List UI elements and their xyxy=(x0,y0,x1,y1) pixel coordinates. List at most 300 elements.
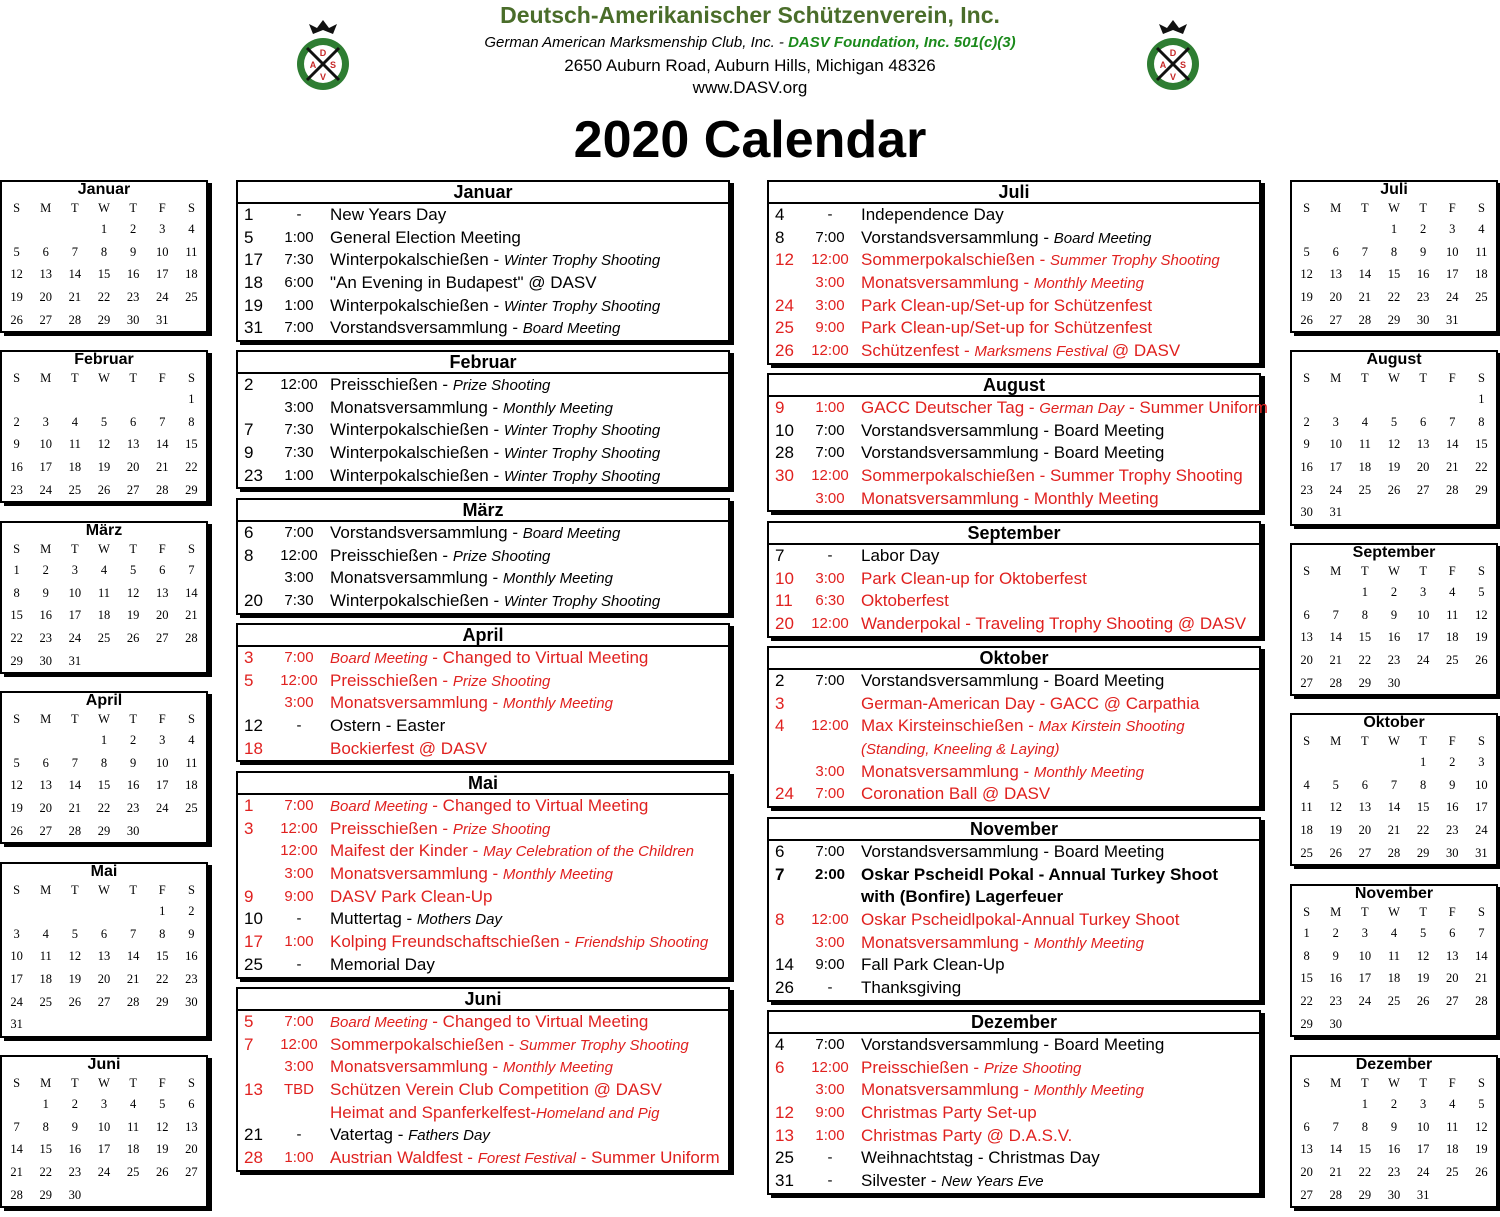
day-cell: 9 xyxy=(1303,437,1310,452)
event-description xyxy=(330,590,660,614)
day-cell: 24 xyxy=(1416,652,1430,667)
weekday-label: T xyxy=(1419,563,1427,578)
event-description xyxy=(861,932,1144,956)
day-cell: 19 xyxy=(1387,459,1401,474)
event-row xyxy=(238,1079,728,1102)
club-website[interactable]: www.DASV.org xyxy=(692,78,808,97)
week-row xyxy=(2,411,206,434)
day-cell: 4 xyxy=(1449,1096,1456,1111)
day-cell xyxy=(1409,672,1438,695)
day-cell xyxy=(1438,388,1467,411)
event-time: 7:00 xyxy=(815,444,845,462)
event-date: 24 xyxy=(775,295,794,315)
event-date: 28 xyxy=(775,443,794,463)
day-cell: 3 xyxy=(71,562,78,577)
day-cell: 28 xyxy=(68,823,82,838)
event-name-de: Monatsversammlung - xyxy=(330,864,503,884)
day-cell: 31 xyxy=(68,653,82,668)
event-description xyxy=(861,1147,1100,1170)
event-description xyxy=(861,397,1268,421)
mini-calendar-title: November xyxy=(1354,885,1434,902)
event-row xyxy=(769,272,1259,295)
event-note: - Summer Uniform xyxy=(576,1148,720,1168)
weekday-label: S xyxy=(1477,200,1485,215)
event-description xyxy=(861,545,939,568)
mini-calendar-grid xyxy=(1292,368,1496,524)
day-cell: 18 xyxy=(1387,971,1401,986)
day-cell: 17 xyxy=(39,459,52,474)
event-description xyxy=(330,1124,490,1148)
weekday-header-row xyxy=(1292,902,1496,922)
day-cell: 19 xyxy=(1416,971,1430,986)
event-name-de: Ostern - Easter xyxy=(330,716,446,736)
day-cell xyxy=(31,1013,60,1036)
day-cell: 4 xyxy=(1303,777,1310,792)
event-list-title: Mai xyxy=(238,773,728,795)
weekday-label: T xyxy=(71,882,79,897)
mini-calendar-grid xyxy=(1292,731,1496,864)
week-row xyxy=(1292,581,1496,604)
event-name-de: Oskar Pscheidlpokal-Annual Turkey Shoot xyxy=(861,910,1180,930)
day-cell: 31 xyxy=(10,1017,23,1032)
event-name-de: General Election Meeting xyxy=(330,227,521,247)
event-row xyxy=(769,738,1259,761)
day-cell xyxy=(1379,501,1408,524)
weekday-label: T xyxy=(71,711,79,726)
event-name-de: Schützenfest - xyxy=(861,341,975,361)
day-cell: 9 xyxy=(13,437,20,452)
day-cell: 25 xyxy=(1358,482,1372,497)
event-date: 31 xyxy=(775,1171,794,1191)
day-cell: 9 xyxy=(1420,244,1427,259)
weekday-label: T xyxy=(129,200,137,215)
event-list-title: Dezember xyxy=(769,1012,1259,1034)
weekday-label: W xyxy=(1388,200,1400,215)
day-cell xyxy=(31,900,60,923)
event-date: 25 xyxy=(775,318,794,338)
event-name-en: Board Meeting xyxy=(1053,229,1152,247)
day-cell: 13 xyxy=(39,267,52,282)
day-cell: 30 xyxy=(126,823,140,838)
day-cell: 16 xyxy=(1416,267,1430,282)
day-cell: 19 xyxy=(10,800,23,815)
event-name-de: Sommerpokalschießen - Summer Trophy Shooting xyxy=(861,466,1243,486)
event-date: 8 xyxy=(244,545,254,565)
mini-calendar-title: Februar xyxy=(74,351,134,368)
day-cell: 21 xyxy=(1387,822,1401,837)
week-row xyxy=(2,797,206,820)
day-cell xyxy=(1292,388,1321,411)
event-time: 3:00 xyxy=(815,489,845,507)
event-time: 9:00 xyxy=(815,1104,845,1122)
day-cell: 15 xyxy=(97,267,111,282)
event-description xyxy=(330,397,613,421)
day-cell: 7 xyxy=(1332,1119,1339,1134)
day-cell xyxy=(1467,501,1496,524)
page-header xyxy=(0,0,1500,175)
week-row xyxy=(2,991,206,1014)
day-cell: 29 xyxy=(156,994,169,1009)
event-name-en: Friendship Shooting xyxy=(574,934,709,952)
weekday-label: S xyxy=(187,711,195,726)
week-row xyxy=(2,1138,206,1161)
week-row xyxy=(1292,309,1496,332)
day-cell: 23 xyxy=(126,289,140,304)
event-description xyxy=(861,761,1144,785)
event-name-de: Vorstandsversammlung - Board Meeting xyxy=(861,1035,1165,1054)
event-name-en: Winter Trophy Shooting xyxy=(503,467,661,485)
event-date: 20 xyxy=(244,591,263,611)
event-description xyxy=(330,227,521,250)
event-date: 10 xyxy=(775,568,794,588)
mini-calendar-märz xyxy=(0,521,208,674)
week-row xyxy=(1292,604,1496,627)
day-cell: 8 xyxy=(1478,414,1485,429)
day-cell: 26 xyxy=(1475,1164,1488,1179)
event-date: 10 xyxy=(244,909,263,929)
event-time: 1:00 xyxy=(284,228,314,246)
week-row xyxy=(1292,774,1496,797)
day-cell: 11 xyxy=(1446,1119,1459,1134)
day-cell: 11 xyxy=(185,244,198,259)
weekday-label: W xyxy=(98,882,110,897)
weekday-label: F xyxy=(158,882,166,897)
event-name-en: Prize Shooting xyxy=(452,820,551,838)
day-cell: 2 xyxy=(130,221,137,236)
day-cell: 29 xyxy=(1416,845,1430,860)
event-name-de: Coronation Ball @ DASV xyxy=(861,784,1051,804)
event-date: 12 xyxy=(775,250,794,270)
day-cell: 18 xyxy=(185,778,198,793)
day-cell: 24 xyxy=(1329,482,1342,497)
day-cell: 29 xyxy=(10,653,23,668)
day-cell: 21 xyxy=(126,971,140,986)
event-description xyxy=(330,908,502,932)
weekday-label: S xyxy=(13,1075,21,1090)
event-row xyxy=(769,590,1259,613)
event-description xyxy=(330,1011,648,1035)
day-cell: 17 xyxy=(1358,971,1372,986)
weekday-label: S xyxy=(1303,1075,1311,1090)
weekday-header-row xyxy=(2,368,206,388)
event-row xyxy=(769,442,1259,465)
day-cell: 6 xyxy=(188,1096,195,1111)
event-name-de: Labor Day xyxy=(861,546,940,565)
day-cell xyxy=(1438,1013,1467,1036)
weekday-label: T xyxy=(129,541,137,556)
day-cell: 24 xyxy=(1475,822,1488,837)
day-cell xyxy=(1467,1013,1496,1036)
weekday-label: M xyxy=(40,370,52,385)
event-name-en: Prize Shooting xyxy=(452,672,551,690)
event-time: 6:30 xyxy=(815,592,845,610)
event-time: 3:00 xyxy=(815,1081,845,1099)
weekday-label: S xyxy=(1477,370,1485,385)
day-cell: 7 xyxy=(130,926,137,941)
event-list-februar xyxy=(236,350,730,489)
week-row xyxy=(1292,1161,1496,1184)
day-cell: 15 xyxy=(10,608,23,623)
week-row xyxy=(2,582,206,605)
day-cell xyxy=(148,1013,177,1036)
weekday-label: T xyxy=(1361,1075,1369,1090)
day-cell: 31 xyxy=(1475,845,1488,860)
day-cell: 13 xyxy=(1446,948,1459,963)
weekday-label: W xyxy=(98,541,110,556)
mini-calendar-grid xyxy=(1292,561,1496,694)
week-row xyxy=(1292,218,1496,241)
day-cell: 16 xyxy=(1387,1142,1401,1157)
week-row xyxy=(2,286,206,309)
event-time: 12:00 xyxy=(811,717,849,735)
event-date: 8 xyxy=(775,227,785,247)
event-name-en: Monthly Meeting xyxy=(502,399,613,417)
event-time: 12:00 xyxy=(280,376,318,393)
day-cell: 18 xyxy=(185,267,198,282)
event-row xyxy=(769,613,1259,636)
mini-calendar-title: August xyxy=(1366,351,1422,368)
event-name-de: Winterpokalschießen - xyxy=(330,443,504,463)
day-cell: 1 xyxy=(1478,391,1485,406)
svg-text:V: V xyxy=(1169,72,1177,82)
event-row xyxy=(769,1125,1259,1148)
day-cell: 20 xyxy=(1300,1164,1313,1179)
day-cell: 8 xyxy=(100,244,108,259)
event-name-en: New Years Eve xyxy=(941,1173,1044,1191)
day-cell: 23 xyxy=(68,1164,82,1179)
day-cell: 10 xyxy=(156,244,169,259)
mini-calendar-oktober xyxy=(1290,713,1498,866)
day-cell: 12 xyxy=(1475,607,1488,622)
day-cell: 5 xyxy=(130,562,137,577)
day-cell: 2 xyxy=(188,903,195,918)
event-name-en: Prize Shooting xyxy=(452,377,551,394)
day-cell xyxy=(1379,751,1408,774)
day-cell: 19 xyxy=(1475,630,1488,645)
weekday-label: T xyxy=(71,200,79,215)
weekday-label: T xyxy=(1419,200,1427,215)
day-cell xyxy=(1350,501,1379,524)
event-row xyxy=(238,795,728,818)
event-row xyxy=(238,227,728,250)
day-cell: 3 xyxy=(13,926,20,941)
event-list-august xyxy=(767,373,1268,512)
day-cell: 16 xyxy=(1300,459,1313,474)
weekday-label: M xyxy=(1330,733,1342,748)
day-cell: 27 xyxy=(1446,993,1459,1008)
event-name-de: Fall Park Clean-Up xyxy=(861,955,1005,975)
day-cell: 8 xyxy=(100,755,108,770)
week-row xyxy=(1292,967,1496,990)
event-name-de: Winterpokalschießen - xyxy=(330,250,504,270)
week-row xyxy=(2,559,206,582)
day-cell: 24 xyxy=(1358,993,1372,1008)
event-name-en: Summer Trophy Shooting xyxy=(1049,252,1220,270)
weekday-label: F xyxy=(158,711,166,726)
event-list-title: September xyxy=(769,523,1259,545)
event-name-en: Forest Festival xyxy=(477,1150,577,1168)
day-cell: 22 xyxy=(1300,993,1313,1008)
event-date: 9 xyxy=(244,443,254,463)
day-cell: 20 xyxy=(39,800,52,815)
day-cell: 24 xyxy=(156,289,169,304)
event-time: 3:00 xyxy=(815,296,845,314)
week-row xyxy=(2,1093,206,1116)
week-row xyxy=(2,923,206,946)
event-list-september xyxy=(767,521,1261,638)
event-description xyxy=(861,227,1151,251)
day-cell: 20 xyxy=(1300,652,1313,667)
day-cell: 27 xyxy=(156,630,169,645)
week-row xyxy=(2,218,206,241)
day-cell: 13 xyxy=(97,949,111,964)
event-row xyxy=(769,340,1259,363)
mini-calendar-mai xyxy=(0,862,208,1038)
day-cell: 9 xyxy=(1390,607,1398,622)
weekday-label: M xyxy=(40,541,52,556)
event-row xyxy=(769,545,1259,568)
day-cell: 9 xyxy=(188,926,195,941)
event-name-de: DASV Park Clean-Up xyxy=(330,886,493,906)
weekday-label: F xyxy=(1448,1075,1456,1090)
weekday-label: T xyxy=(1361,370,1369,385)
event-date: 10 xyxy=(775,420,794,440)
event-name-en: Board Meeting xyxy=(522,320,621,338)
day-cell: 2 xyxy=(1449,754,1456,769)
day-cell: 25 xyxy=(185,800,198,815)
day-cell xyxy=(89,900,118,923)
weekday-header-row xyxy=(1292,1073,1496,1093)
mini-calendar-grid xyxy=(1292,1073,1496,1206)
event-row xyxy=(769,1079,1259,1102)
day-cell xyxy=(1379,388,1408,411)
weekday-label: W xyxy=(1388,733,1400,748)
event-time: - xyxy=(296,910,302,928)
event-name-de: with (Bonfire) Lagerfeuer xyxy=(861,887,1064,907)
day-cell: 16 xyxy=(126,778,140,793)
event-date: 26 xyxy=(775,341,794,361)
event-name-de: Preisschießen - xyxy=(330,545,453,565)
day-cell: 24 xyxy=(1416,1164,1430,1179)
week-row xyxy=(2,729,206,752)
day-cell: 20 xyxy=(1329,289,1342,304)
day-cell: 14 xyxy=(68,778,82,793)
weekday-header-row xyxy=(2,880,206,900)
mini-calendar-januar xyxy=(0,180,208,333)
day-cell: 30 xyxy=(1416,312,1430,327)
club-subtitle-left: German American Marksmenship Club, Inc. - xyxy=(484,34,789,51)
day-cell xyxy=(1409,501,1438,524)
day-cell: 5 xyxy=(1390,414,1398,429)
week-row xyxy=(2,1184,206,1207)
event-name-de: Winterpokalschießen - xyxy=(330,591,504,611)
day-cell: 25 xyxy=(1475,289,1488,304)
event-row xyxy=(769,1034,1259,1057)
event-date: 9 xyxy=(775,398,785,417)
event-date: 18 xyxy=(244,738,263,758)
event-row xyxy=(769,488,1259,511)
day-cell: 12 xyxy=(10,778,23,793)
event-time: 1:00 xyxy=(284,1149,314,1167)
event-description xyxy=(861,864,1218,887)
day-cell: 17 xyxy=(1416,630,1430,645)
day-cell: 8 xyxy=(1361,1119,1368,1134)
event-name-de: Winterpokalschießen - xyxy=(330,295,504,315)
day-cell: 6 xyxy=(1449,925,1456,940)
day-cell: 29 xyxy=(1358,675,1372,690)
day-cell: 6 xyxy=(1303,1119,1310,1134)
weekday-header-row xyxy=(2,539,206,559)
weekday-header-row xyxy=(1292,198,1496,218)
event-row xyxy=(238,1056,728,1079)
club-name: Deutsch-Amerikanischer Schützenverein, Inc. xyxy=(500,2,1000,28)
event-time: 1:00 xyxy=(815,1126,845,1144)
event-name-de: Park Clean-up/Set-up for Schützenfest xyxy=(861,318,1153,338)
event-date: 14 xyxy=(775,955,794,975)
event-name-en: Mothers Day xyxy=(416,911,502,929)
day-cell: 15 xyxy=(185,437,198,452)
event-row xyxy=(769,977,1259,1000)
weekday-label: T xyxy=(1419,1075,1427,1090)
day-cell xyxy=(1350,751,1379,774)
week-row xyxy=(1292,990,1496,1013)
day-cell: 3 xyxy=(1420,584,1427,599)
event-name-de: Monatsversammlung - xyxy=(330,397,503,417)
event-note: - Changed to Virtual Meeting xyxy=(427,648,649,667)
day-cell xyxy=(60,1013,89,1036)
weekday-header-row xyxy=(2,709,206,729)
event-description xyxy=(861,693,1199,716)
day-cell: 3 xyxy=(1332,414,1339,429)
day-cell: 3 xyxy=(1478,754,1485,769)
day-cell xyxy=(1321,388,1350,411)
event-date: 3 xyxy=(244,648,254,667)
day-cell: 6 xyxy=(1303,607,1310,622)
event-row xyxy=(769,568,1259,591)
day-cell: 24 xyxy=(10,994,23,1009)
day-cell: 26 xyxy=(68,994,82,1009)
day-cell: 24 xyxy=(68,630,82,645)
event-description xyxy=(330,442,660,466)
day-cell xyxy=(177,309,206,332)
day-cell xyxy=(148,1184,177,1207)
day-cell: 6 xyxy=(42,244,49,259)
weekday-label: F xyxy=(1448,563,1456,578)
day-cell: 26 xyxy=(126,630,140,645)
day-cell: 31 xyxy=(156,312,169,327)
event-name-de: Monatsversammlung - xyxy=(330,693,503,713)
event-time: 2:00 xyxy=(814,865,846,883)
day-cell: 20 xyxy=(185,1142,198,1157)
day-cell: 29 xyxy=(1475,482,1488,497)
day-cell: 25 xyxy=(1446,652,1459,667)
event-time: 3:00 xyxy=(815,274,845,292)
day-cell: 13 xyxy=(126,437,140,452)
day-cell xyxy=(2,388,31,411)
day-cell: 30 xyxy=(1387,675,1401,690)
day-cell: 2 xyxy=(42,562,49,577)
event-time: - xyxy=(827,1172,833,1190)
day-cell: 1 xyxy=(1361,584,1368,599)
event-date: 17 xyxy=(244,250,263,270)
day-cell: 15 xyxy=(97,778,111,793)
day-cell: 9 xyxy=(1449,777,1456,792)
day-cell: 19 xyxy=(156,1142,169,1157)
event-date: 12 xyxy=(775,1103,794,1123)
event-name-de: Monatsversammlung - xyxy=(861,932,1034,952)
event-row xyxy=(238,670,728,693)
event-time: - xyxy=(827,547,833,564)
